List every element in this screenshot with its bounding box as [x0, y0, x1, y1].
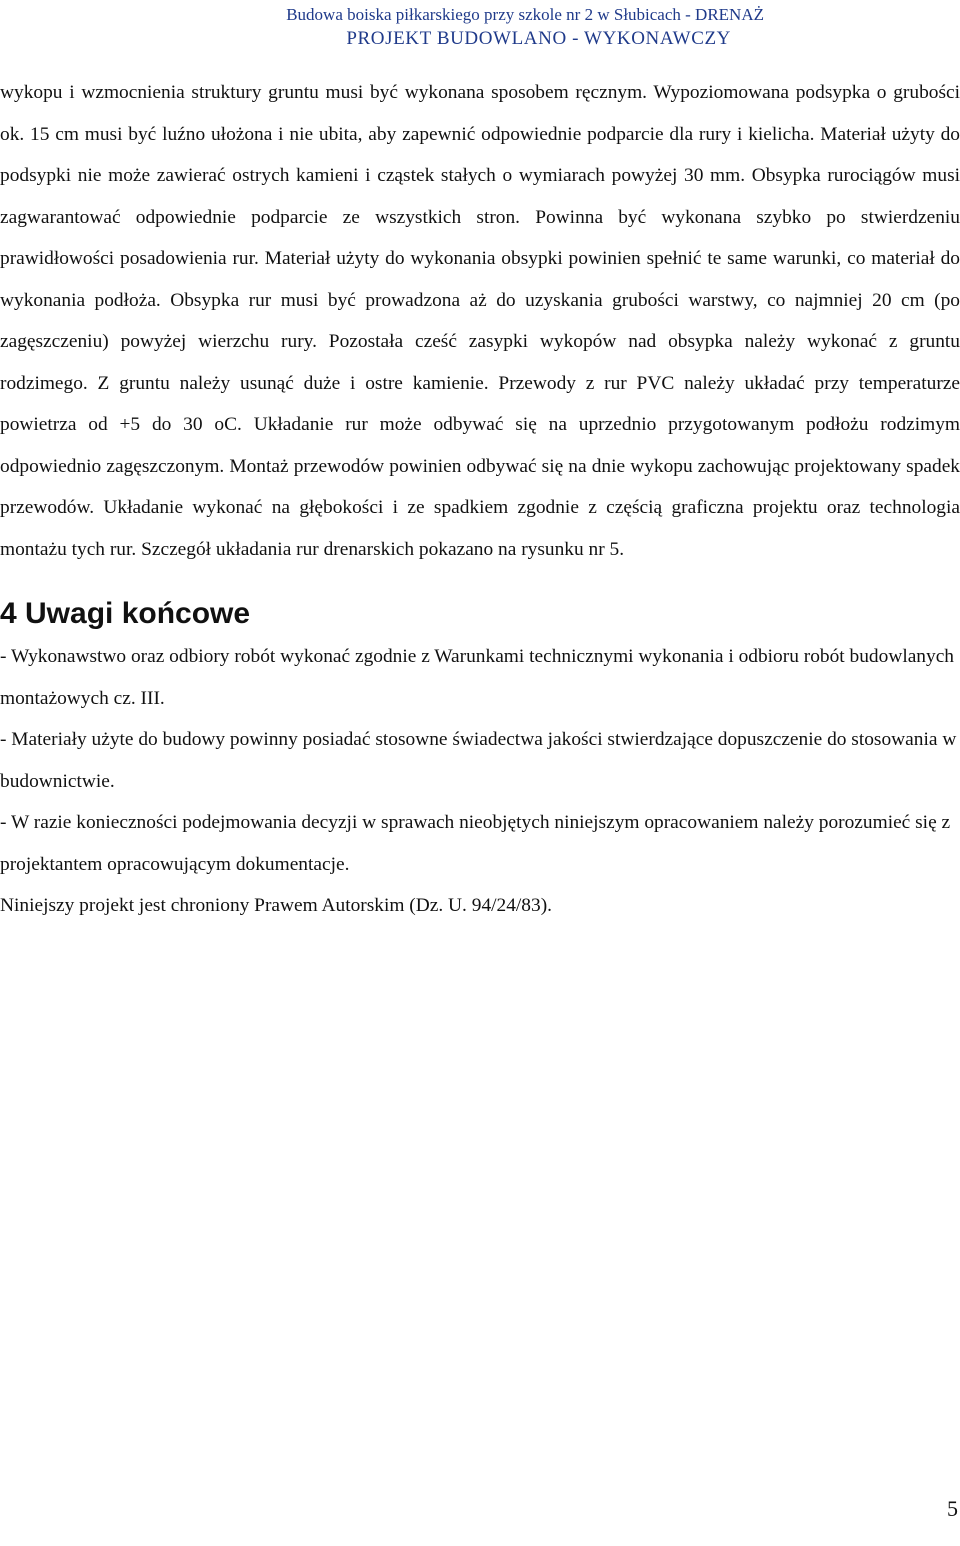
- list-item: - Wykonawstwo oraz odbiory robót wykonać zgodnie z Warunkami technicznymi wykonania i odbioru robót budowlanych montażowych cz. III.: [0, 646, 955, 709]
- document-body: [0, 72, 960, 927]
- header-project-title: Budowa boiska piłkarskiego przy szkole nr 2 w Słubicach - DRENAŻ: [286, 5, 764, 24]
- copyright-note: Niniejszy projekt jest chroniony Prawem Autorskim (Dz. U. 94/24/83).: [0, 895, 553, 916]
- list-item: - Materiały użyte do budowy powinny posiadać stosowne świadectwa jakości stwierdzające dopuszczenie do stosowania w budownictwie.: [0, 729, 957, 792]
- page-header: [0, 4, 960, 52]
- header-project-type: PROJEKT BUDOWLANO - WYKONAWCZY: [346, 28, 731, 49]
- section-heading: 4 Uwagi końcowe: [0, 597, 251, 630]
- page-number: 5: [947, 1496, 958, 1521]
- list-item: - W razie konieczności podejmowania decyzji w sprawach nieobjętych niniejszym opracowaniem należy porozumieć się z projektantem opracowującym dokumentacje.: [0, 812, 951, 875]
- body-paragraph: wykopu i wzmocnienia struktury gruntu musi być wykonana sposobem ręcznym. Wypoziomowana podsypka o grubości ok. 15 cm musi być luźno ułożona i nie ubita, aby zapewnić odpowiednie podparcie dla rury i kielicha. Materiał użyty do podsypki nie może zawierać ostrych kamieni i cząstek stałych o wymiarach powyżej 30 mm. Obsypka rurociągów musi zagwarantować odpowiednie podparcie ze wszystkich stron. Powinna być wykonana szybko po stwierdzeniu prawidłowości posadowienia rur. Materiał użyty do wykonania obsypki powinien spełnić te same warunki, co materiał do wykonania podłoża. Obsypka rur musi być prowadzona aż do uzyskania grubości warstwy, co najmniej 20 cm (po zagęszczeniu) powyżej wierzchu rury. Pozostała cześć zasypki wykopów nad obsypka należy wykonać z gruntu rodzimego. Z gruntu należy usunąć duże i ostre kamienie. Przewody z rur PVC należy układać przy temperaturze powietrza od +5 do 30 oC. Układanie rur może odbywać się na uprzednio przygotowanym podłożu rodzimym odpowiednio zagęszczonym. Montaż przewodów powinien odbywać się na dnie wykopu zachowując projektowany spadek przewodów. Układanie wykonać na głębokości i ze spadkiem zgodnie z częścią graficzna projektu oraz technologia montażu tych rur. Szczegół układania rur drenarskich pokazano na rysunku nr 5.: [0, 82, 960, 560]
